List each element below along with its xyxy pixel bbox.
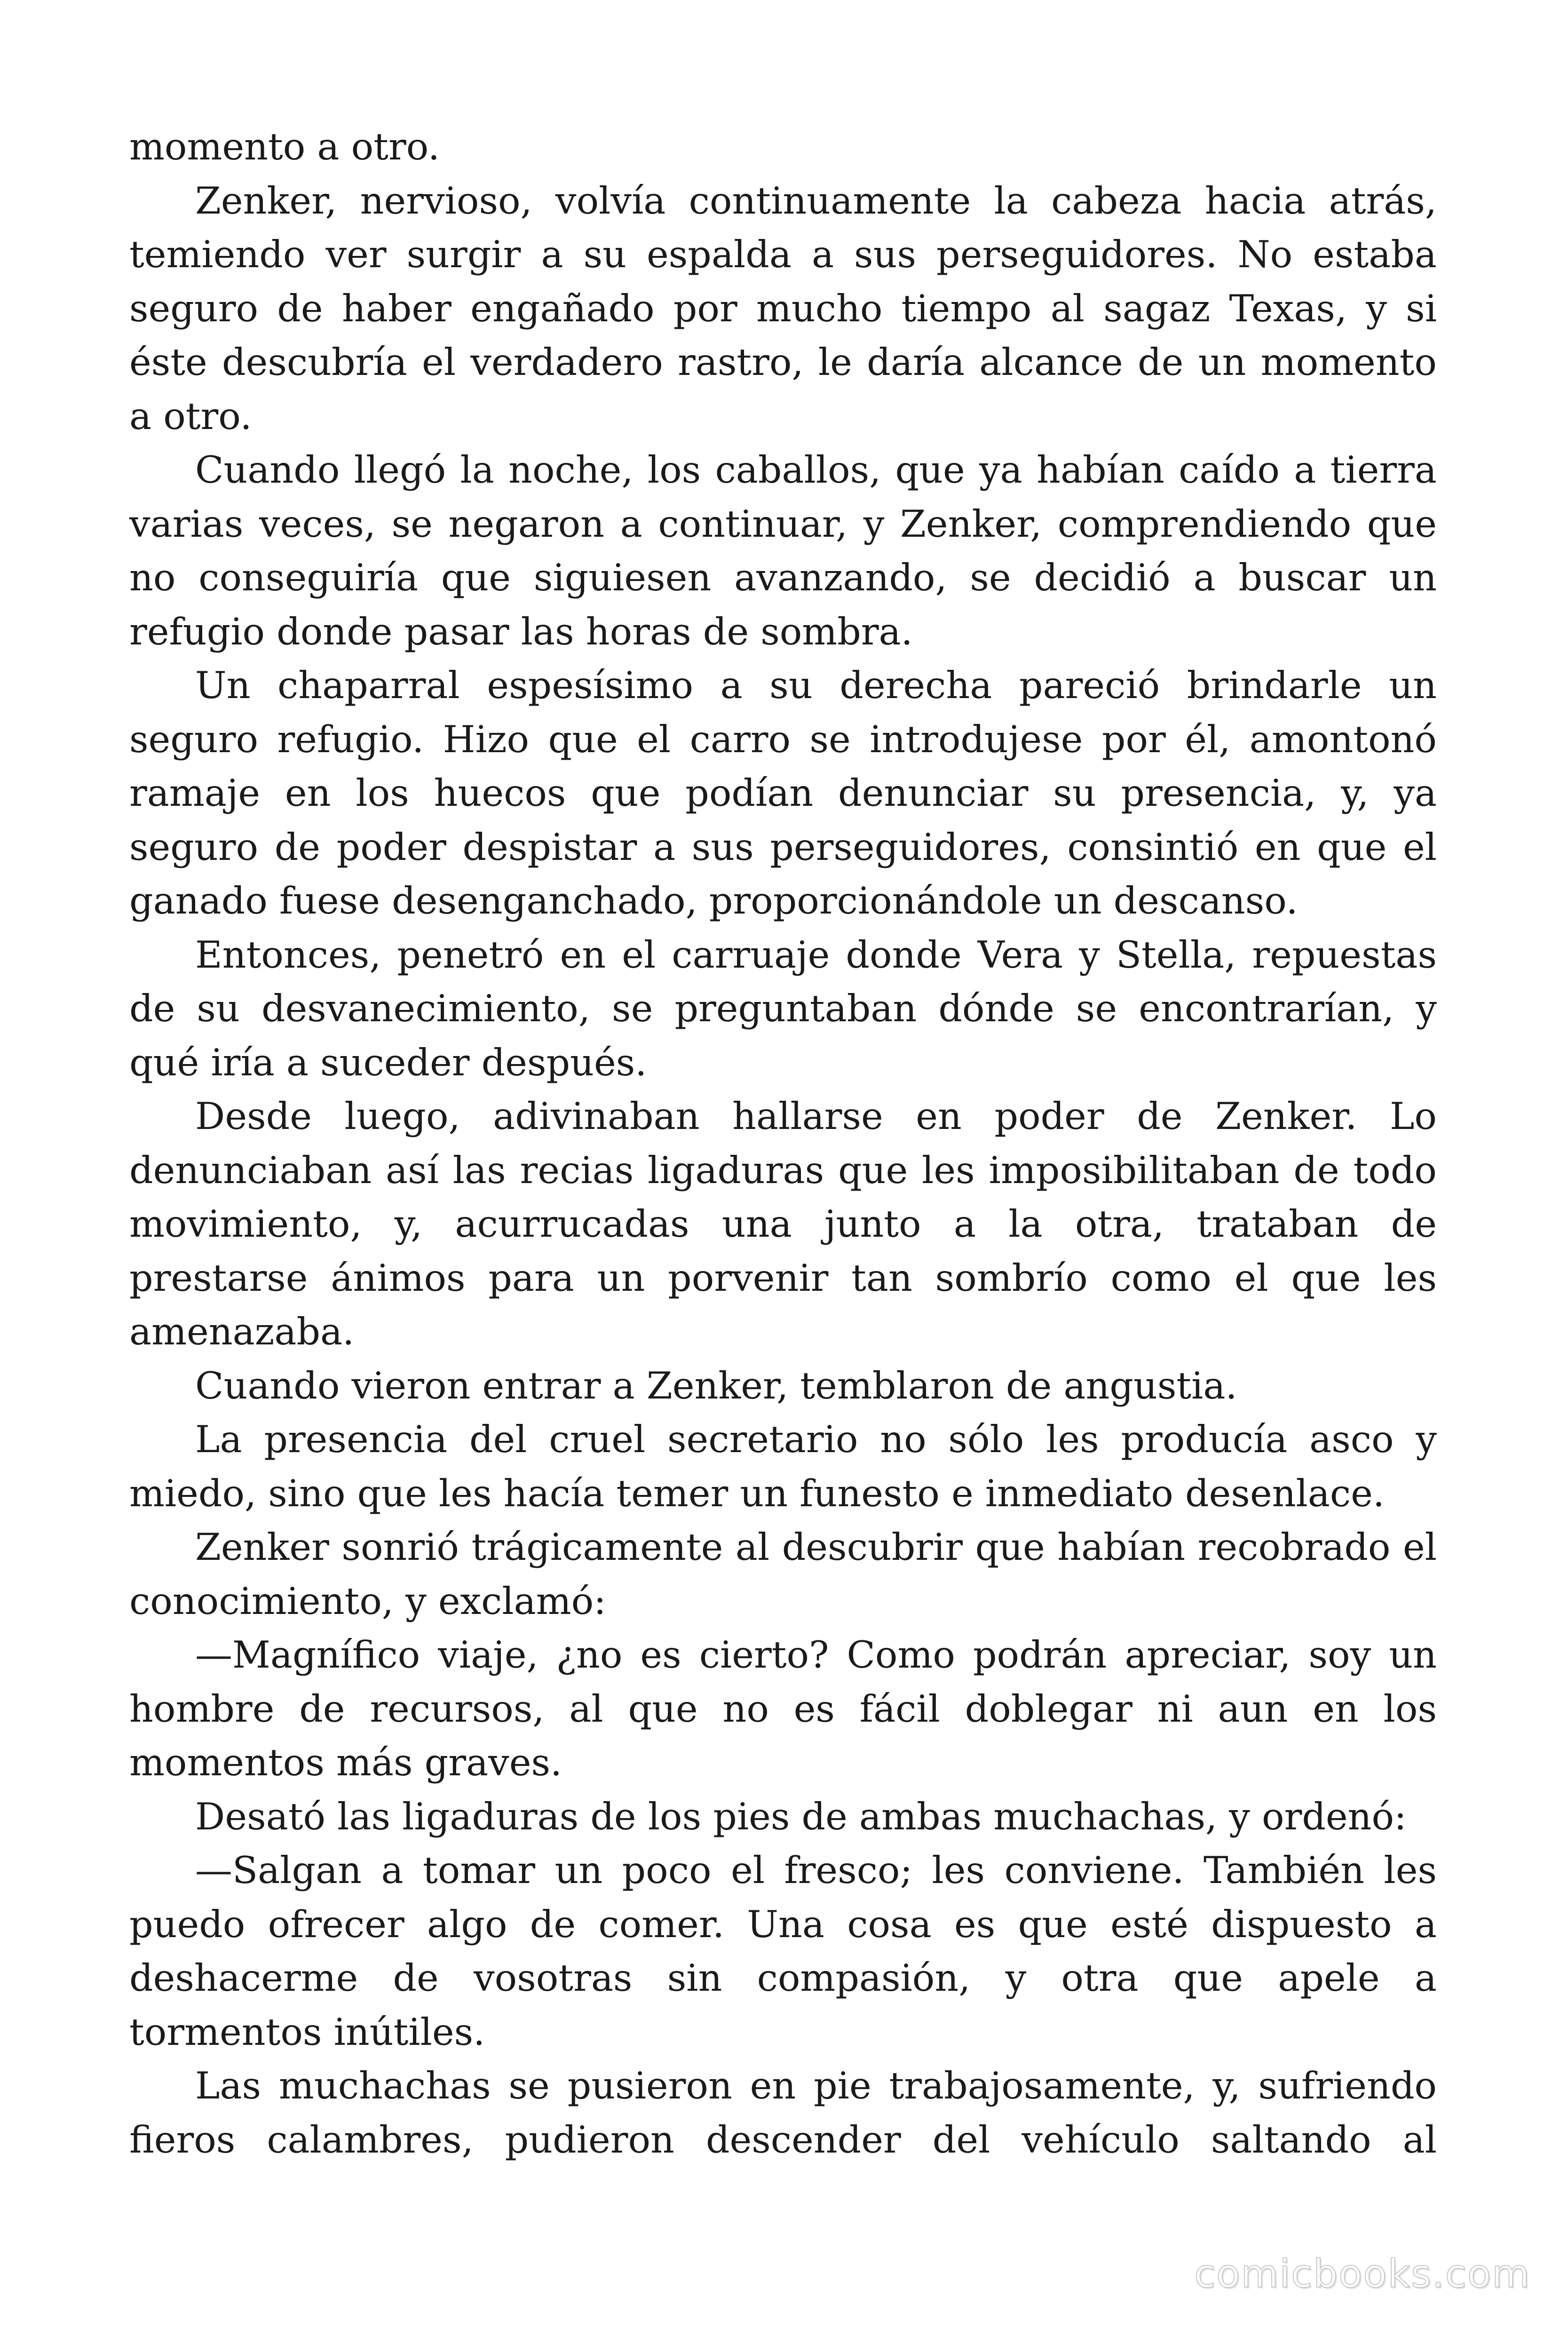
text-line: miedo, sino que les hacía temer un funesto e inmediato desenlace. (129, 1471, 1385, 1515)
text-line: de su desvanecimiento, se preguntaban dónde se encontrarían, y (129, 987, 1437, 1030)
text-line: denunciaban así las recias ligaduras que les imposibilitaban de todo (129, 1148, 1437, 1192)
text-line: refugio donde pasar las horas de sombra. (129, 610, 913, 653)
text-line: éste descubría el verdadero rastro, le daría alcance de un momento (129, 341, 1437, 384)
body-text (129, 120, 1437, 2167)
text-line: prestarse ánimos para un porvenir tan sombrío como el que les (129, 1256, 1437, 1300)
text-line: Zenker, nervioso, volvía continuamente la cabeza hacia atrás, (195, 179, 1437, 222)
text-line: ganado fuese desenganchado, proporcionándole un descanso. (129, 879, 1298, 922)
text-line: conocimiento, y exclamó: (129, 1579, 606, 1623)
text-line: momento a otro. (129, 125, 440, 168)
text-line: Cuando vieron entrar a Zenker, temblaron de angustia. (195, 1364, 1237, 1407)
text-line: Un chaparral espesísimo a su derecha pareció brindarle un (195, 664, 1437, 707)
text-line: varias veces, se negaron a continuar, y Zenker, comprendiendo que (129, 502, 1437, 546)
text-line: movimiento, y, acurrucadas una junto a la otra, trataban de (129, 1202, 1437, 1246)
text-line: Entonces, penetró en el carruaje donde Vera y Stella, repuestas (195, 933, 1437, 977)
text-line: qué iría a suceder después. (129, 1041, 647, 1084)
text-line: —Salgan a tomar un poco el fresco; les conviene. También les (195, 1849, 1437, 1892)
text-line: amenazaba. (129, 1310, 355, 1353)
text-line: ramaje en los huecos que podían denunciar su presencia, y, ya (129, 771, 1437, 815)
text-line: Zenker sonrió trágicamente al descubrir que habían recobrado el (195, 1526, 1437, 1569)
text-line: deshacerme de vosotras sin compasión, y otra que apele a (129, 1956, 1437, 2000)
text-line: puedo ofrecer algo de comer. Una cosa es que esté dispuesto a (129, 1902, 1437, 1946)
text-line: seguro de poder despistar a sus perseguidores, consintió en que el (129, 825, 1437, 869)
text-line: Desde luego, adivinaban hallarse en poder de Zenker. Lo (195, 1095, 1437, 1138)
text-line: Desató las ligaduras de los pies de ambas muchachas, y ordenó: (195, 1795, 1407, 1838)
text-line: —Magnífico viaje, ¿no es cierto? Como podrán apreciar, soy un (195, 1633, 1437, 1677)
text-line: a otro. (129, 394, 252, 438)
text-line: Cuando llegó la noche, los caballos, que ya habían caído a tierra (195, 448, 1437, 492)
watermark: comicbooks.com (1194, 2252, 1530, 2296)
text-line: La presencia del cruel secretario no sólo les producía asco y (195, 1418, 1437, 1461)
text-line: temiendo ver surgir a su espalda a sus perseguidores. No estaba (129, 233, 1437, 276)
text-line: Las muchachas se pusieron en pie trabajosamente, y, sufriendo (195, 2064, 1437, 2107)
text-line: no conseguiría que siguiesen avanzando, se decidió a buscar un (129, 556, 1437, 599)
text-line: momentos más graves. (129, 1741, 562, 1784)
text-line: tormentos inútiles. (129, 2010, 485, 2054)
text-line: seguro de haber engañado por mucho tiempo al sagaz Texas, y si (129, 286, 1437, 330)
text-line: fieros calambres, pudieron descender del vehículo saltando al (129, 2118, 1437, 2161)
text-line: hombre de recursos, al que no es fácil doblegar ni aun en los (129, 1687, 1437, 1731)
text-line: seguro refugio. Hizo que el carro se introdujese por él, amontonó (129, 717, 1437, 761)
